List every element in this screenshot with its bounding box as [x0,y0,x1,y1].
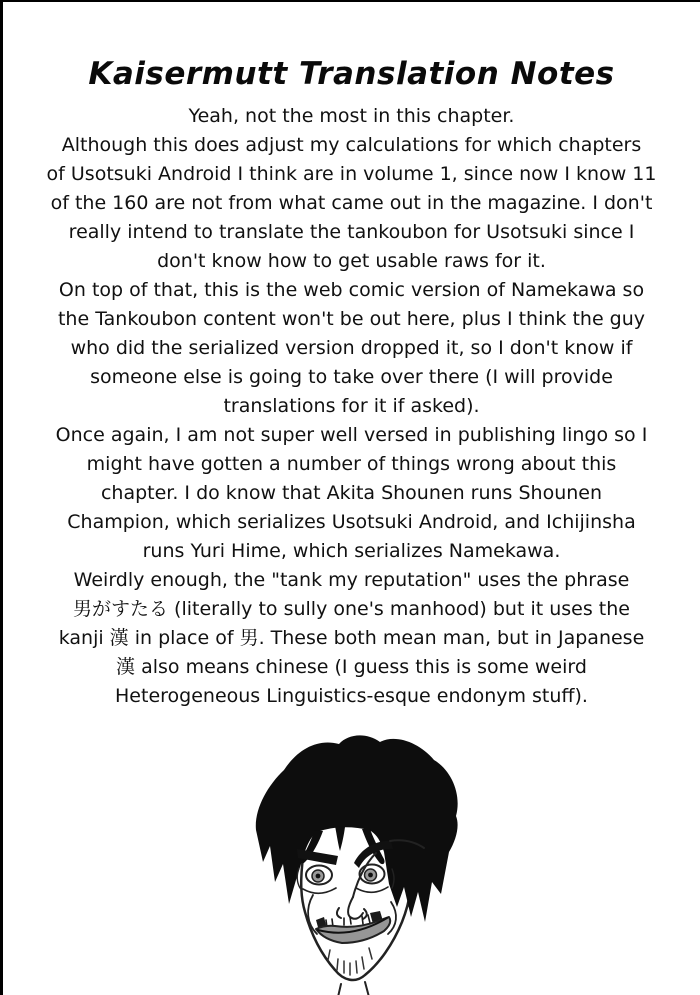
note-line: don't know how to get usable raws for it. [157,250,546,272]
neck-lines [338,982,369,995]
note-line: Once again, I am not super well versed in publishing lingo so I [55,424,648,446]
note-line: who did the serialized version dropped it, so I don't know if [70,337,633,359]
note-line: of the 160 are not from what came out in the magazine. I don't [50,192,653,214]
note-line: Yeah, not the most in this chapter. [188,105,515,127]
translation-notes-body [31,102,672,711]
note-line: 漢 also means chinese (I guess this is some weird [116,656,587,678]
author-portrait [253,732,493,995]
note-line: the Tankoubon content won't be out here, plus I think the guy [57,308,646,330]
note-line: really intend to translate the tankoubon for Usotsuki since I [68,221,635,243]
note-line: might have gotten a number of things wrong about this [86,453,617,475]
note-line: runs Yuri Hime, which serializes Namekawa. [142,540,561,562]
note-line: Champion, which serializes Usotsuki Android, and Ichijinsha [67,511,636,533]
note-line: On top of that, this is the web comic version of Namekawa so [58,279,645,301]
page-title: Kaisermutt Translation Notes [88,56,615,92]
note-line: translations for it if asked). [223,395,480,417]
note-line: 男がすたる (literally to sully one's manhood) but it uses the [73,598,630,620]
note-line: Although this does adjust my calculations for which chapters [61,134,642,156]
note-line: kanji 漢 in place of 男. These both mean man, but in Japanese [58,627,645,649]
note-line: Heterogeneous Linguistics-esque endonym stuff). [115,685,588,707]
note-line: Weirdly enough, the "tank my reputation" uses the phrase [73,569,630,591]
note-line: chapter. I do know that Akita Shounen runs Shounen [100,482,603,504]
note-line: of Usotsuki Android I think are in volume 1, since now I know 11 [46,163,657,185]
translator-face-drawing-icon [253,732,493,995]
note-line: someone else is going to take over there (I will provide [90,366,613,388]
